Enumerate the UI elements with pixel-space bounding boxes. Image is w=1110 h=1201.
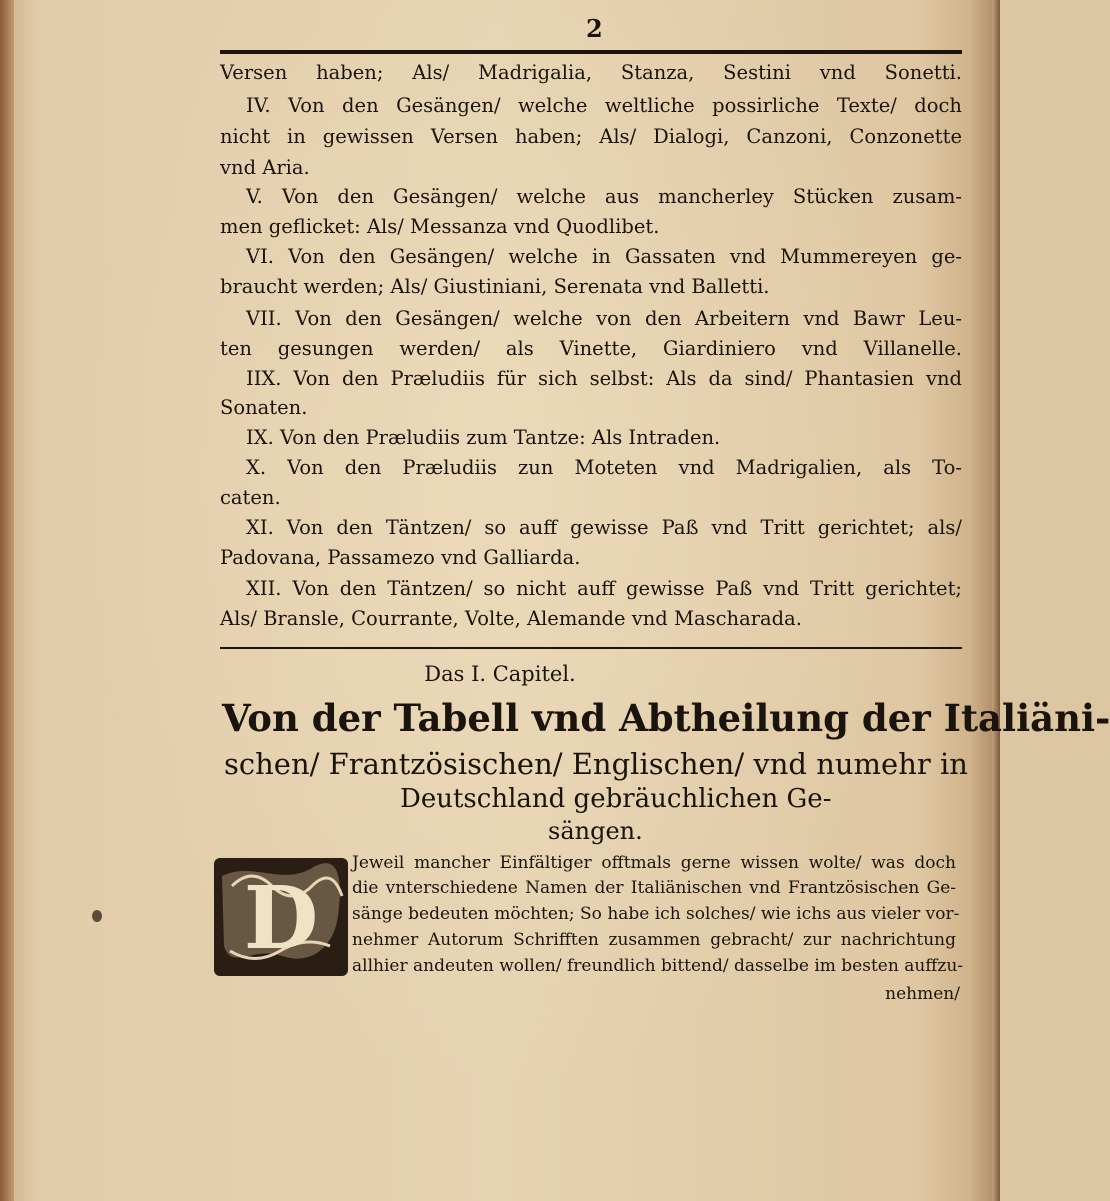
list-line: IIX. Von den Præludiis für sich selbst: Als da sind/ Phantasien vnd [246,367,962,390]
list-line: XII. Von den Täntzen/ so nicht auff gewisse Paß vnd Tritt gerichtet; [246,577,962,600]
list-line: nicht in gewissen Versen haben; Als/ Dialogi, Canzoni, Conzonette [220,125,962,148]
list-line: Sonaten. [220,396,308,419]
header-rule [220,50,962,54]
svg-text:D: D [243,868,319,969]
ink-stain [92,910,102,922]
ornament-initial-icon [212,856,350,978]
body-text-line: nehmen/ [885,984,960,1004]
list-line: Padovana, Passamezo vnd Galliarda. [220,546,581,569]
decorated-initial-letter [212,856,350,978]
list-line: ten gesungen werden/ als Vinette, Giardiniero vnd Villanelle. [220,337,962,360]
chapter-title-line: schen/ Frantzösischen/ Englischen/ vnd numehr in [224,747,968,781]
list-line: XI. Von den Täntzen/ so auff gewisse Paß vnd Tritt gerichtet; als/ [246,516,962,539]
list-line: VII. Von den Gesängen/ welche von den Arbeitern vnd Bawr Leu- [246,307,962,330]
section-rule [220,647,962,649]
page-gutter [0,0,14,1201]
list-line: VI. Von den Gesängen/ welche in Gassaten vnd Mummereyen ge- [246,245,962,268]
body-text-line: sänge bedeuten möchten; So habe ich solches/ wie ichs aus vieler vor- [352,904,960,924]
list-line: braucht werden; Als/ Giustiniani, Serenata vnd Balletti. [220,275,770,298]
list-line: X. Von den Præludiis zun Moteten vnd Madrigalien, als To- [246,456,962,479]
list-line: IX. Von den Præludiis zum Tantze: Als Intraden. [246,426,721,449]
list-line: Versen haben; Als/ Madrigalia, Stanza, Sestini vnd Sonetti. [220,61,962,84]
chapter-title-line: Von der Tabell vnd Abtheilung der Italiäni- [222,696,1110,740]
list-line: vnd Aria. [220,156,310,179]
page-number: 2 [586,14,603,43]
chapter-title-line: Deutschland gebräuchlichen Ge- [400,784,832,814]
list-line: caten. [220,486,281,509]
body-text-line: allhier andeuten wollen/ freundlich bittend/ dasselbe im besten auffzu- [352,956,964,976]
list-line: Als/ Bransle, Courrante, Volte, Alemande vnd Mascharada. [220,607,802,630]
chapter-title-line: sängen. [548,817,643,845]
list-line: men geflicket: Als/ Messanza vnd Quodlibet. [220,215,660,238]
body-text-line: nehmer Autorum Schrifften zusammen gebracht/ zur nachrichtung [352,930,956,950]
list-line: IV. Von den Gesängen/ welche weltliche possirliche Texte/ doch [246,94,962,117]
body-text-line: die vnterschiedene Namen der Italiänischen vnd Frantzösischen Ge- [352,878,956,898]
list-line: V. Von den Gesängen/ welche aus mancherley Stücken zusam- [246,185,962,208]
chapter-caption: Das I. Capitel. [424,662,576,686]
page-edge [992,0,1000,1201]
body-text-line: Jeweil mancher Einfältiger offtmals gerne wissen wolte/ was doch [352,853,956,873]
